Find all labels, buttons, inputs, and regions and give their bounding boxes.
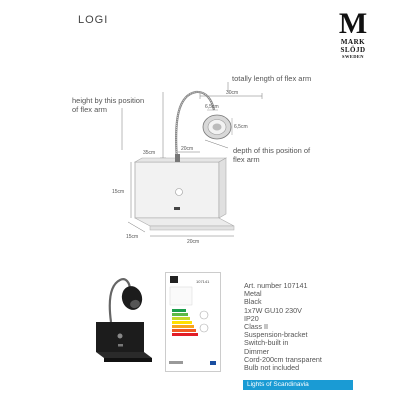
spec-item: IP20: [244, 313, 259, 323]
spec-item: Cord-200cm transparent: [244, 354, 322, 364]
dim-box-depth: 15cm: [126, 234, 139, 240]
spec-list: [244, 282, 322, 372]
dim-shade-2: 6,5cm: [234, 124, 248, 130]
spec-item: Metal: [244, 289, 262, 299]
dim-height-total: 35cm: [143, 150, 156, 156]
dim-box-width: 20cm: [187, 239, 200, 245]
logo-line-2: SLÖJD: [340, 46, 366, 54]
spec-item: Switch-built in: [244, 338, 289, 348]
logo-line-3: SWEDEN: [342, 54, 364, 59]
dim-shade-1: 6,5cm: [205, 104, 219, 110]
spec-item: Suspension-bracket: [244, 330, 308, 340]
annotation-height: height by this position of flex arm: [72, 96, 145, 114]
spec-item: Black: [244, 297, 262, 307]
dim-depth: 20cm: [181, 146, 194, 152]
spec-item: Class II: [244, 322, 268, 332]
spec-item: 1x7W GU10 230V: [244, 305, 302, 315]
annotation-flex-length: totally length of flex arm: [232, 74, 312, 83]
spec-item: Art. number 107141: [244, 281, 308, 290]
card-art-no: 107141: [196, 279, 210, 284]
spec-item: Bulb not included: [244, 363, 300, 373]
logo-line-1: MARK: [340, 38, 366, 46]
dim-box-height: 15cm: [112, 189, 125, 195]
product-title: LOGI: [78, 14, 109, 26]
logo-letter: M: [338, 7, 368, 40]
footer-banner: Lights of Scandinavia: [243, 380, 353, 390]
dim-arm-length: 30cm: [226, 90, 239, 96]
spec-item: Dimmer: [244, 346, 270, 356]
annotation-depth: depth of this position of flex arm: [233, 146, 311, 164]
